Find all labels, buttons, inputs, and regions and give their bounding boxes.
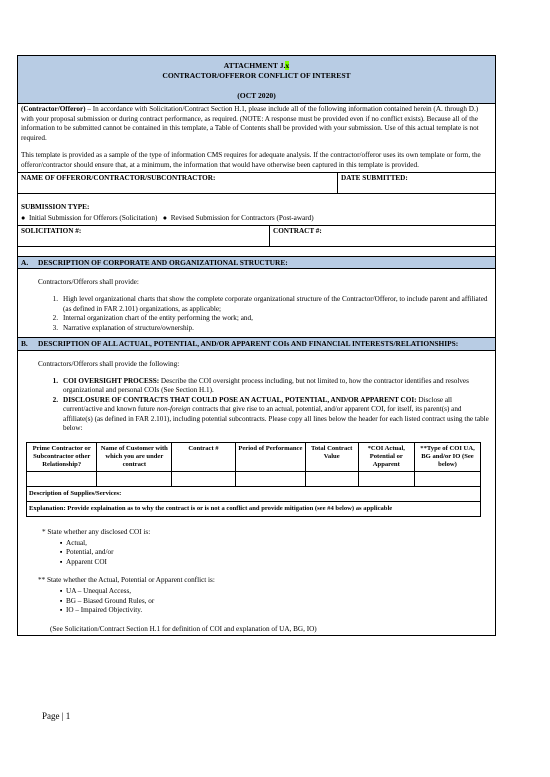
table-header-row: [27, 443, 481, 472]
definition-reference: (See Solicitation/Contract Section H.1 for definition of COI and explanation of UA, BG, IO): [50, 624, 317, 633]
list-item: 1. COI OVERSIGHT PROCESS: Describe the COI oversight process including, but not limited to, how the contractor identifies and resolves organizational and personal COIs (See Section H.1).: [52, 376, 469, 395]
name-date-row: [18, 172, 495, 193]
column-header: Contract #: [172, 443, 236, 472]
option-initial[interactable]: Initial Submission for Offerors (Solicitation): [28, 214, 158, 223]
list-item: ▪ Apparent COI: [56, 558, 495, 568]
list-item: ▪ Actual,: [56, 539, 495, 549]
list-item: 2. DISCLOSURE OF CONTRACTS THAT COULD POSE AN ACTUAL, POTENTIAL, AND/OR APPARENT COI: Disclose all current/active and known future non-foreign contracts that give rise to an actual, potential, and/or apparent COI, for itself, its parent(s) and affiliate(s) (as defined in FAR 2.101), including potential subcontracts. Please copy all lines below the header for each listed contract using the table below:: [52, 395, 489, 433]
bullet-icon: ▪: [59, 587, 63, 596]
submission-type-row: [18, 193, 495, 225]
option-revised[interactable]: Revised Submission for Contractors (Post-award): [170, 214, 314, 223]
section-a-list: [18, 295, 495, 333]
form-date: (OCT 2020): [237, 91, 276, 100]
solicitation-contract-row: [18, 225, 495, 246]
table-row: [27, 472, 481, 487]
date-submitted-field[interactable]: DATE SUBMITTED:: [341, 173, 408, 182]
table-cell[interactable]: [305, 472, 358, 487]
highlighted-letter: x: [285, 61, 290, 70]
column-header: **Type of COI UA, BG and/or IO (See below): [415, 443, 481, 472]
contract-number-field[interactable]: CONTRACT #:: [273, 226, 322, 235]
list-item: ▪ UA – Unequal Access,: [56, 587, 495, 597]
list-item: 1. High level organizational charts that show the complete corporate organizational structure of the Contractor/Offeror, to include parent and affiliated (as defined in FAR 2.101) organizations, as applicable;: [52, 294, 488, 313]
table-cell[interactable]: [172, 472, 236, 487]
bullet-icon: ●: [21, 214, 26, 223]
section-a-heading: A. DESCRIPTION OF CORPORATE AND ORGANIZATIONAL STRUCTURE:: [18, 256, 495, 270]
coi-note-heading: * State whether any disclosed COI is:: [42, 528, 151, 537]
bullet-icon: ▪: [59, 606, 63, 615]
form-title: CONTRACTOR/OFFEROR CONFLICT OF INTEREST: [162, 71, 351, 80]
coi-type-note-heading: ** State whether the Actual, Potential or Apparent conflict is:: [38, 576, 215, 585]
column-header: *COI Actual, Potential or Apparent: [358, 443, 414, 472]
form-page: [17, 55, 496, 636]
column-header: Total Contract Value: [305, 443, 358, 472]
list-item: 3. Narrative explanation of structure/ownership.: [52, 323, 194, 332]
list-item: ▪ BG – Biased Ground Rules, or: [56, 597, 495, 607]
bullet-icon: ▪: [59, 557, 63, 566]
description-field[interactable]: Description of Supplies/Services:: [27, 487, 481, 502]
submission-options: [18, 213, 495, 225]
contracts-table: [26, 442, 481, 517]
form-header: [18, 56, 495, 104]
section-b-heading: B. DESCRIPTION OF ALL ACTUAL, POTENTIAL, AND/OR APPARENT COIs AND FINANCIAL INTERESTS/RELATIONSHIPS:: [18, 337, 495, 351]
explanation-field[interactable]: Explanation: Provide explaination as to why the contract is or is not a conflict and provide mitigation (see #4 below) as applicable: [27, 502, 481, 517]
table-cell[interactable]: [97, 472, 172, 487]
column-header: Prime Contractor or Subcontractor other Relationship?: [27, 443, 97, 472]
bullet-icon: ▪: [59, 548, 63, 557]
list-item: ▪ Potential, and/or: [56, 548, 495, 558]
table-cell[interactable]: [358, 472, 414, 487]
section-a-lead: Contractors/Offerors shall provide:: [38, 278, 139, 287]
bullet-icon: ●: [162, 214, 168, 223]
solicitation-number-field[interactable]: SOLICITATION #:: [18, 226, 270, 246]
intro-paragraph: (Contractor/Offeror) – In accordance with Solicitation/Contract Section H.1, please include all of the following information contained herein (A. through D.) with your proposal submission or during contract performance, as required. (NOTE: A response must be provided even if no conflict exists). Because all of the information to be submitted cannot be contained in this template, a Table of Contents shall be provided with your submission. Use of this actual template is not required.: [21, 105, 479, 142]
coi-kind-list: [18, 539, 495, 568]
list-item: ▪ IO – Impaired Objectivity.: [56, 606, 495, 616]
column-header: Period of Performance: [235, 443, 305, 472]
coi-type-list: [18, 587, 495, 616]
section-b-list: [18, 377, 495, 435]
section-b-lead: Contractors/Offerors shall provide the following:: [38, 359, 180, 368]
submission-type-label: SUBMISSION TYPE:: [21, 202, 90, 211]
bullet-icon: ▪: [59, 538, 63, 547]
table-cell[interactable]: [27, 472, 97, 487]
column-header: Name of Customer with which you are under contract: [97, 443, 172, 472]
page-number: Page | 1: [42, 711, 71, 721]
table-row: [27, 487, 481, 502]
list-item: 2. Internal organization chart of the entity performing the work; and,: [52, 314, 253, 323]
table-cell[interactable]: [415, 472, 481, 487]
offeror-name-field[interactable]: NAME OF OFFEROR/CONTRACTOR/SUBCONTRACTOR:: [18, 173, 338, 193]
template-note: This template is provided as a sample of the type of information CMS requires for adequate analysis. If the contractor/offeror uses its own template or form, the offeror/contractor should ensure that, at a minimum, the information that would have otherwise been captured in this template is provided.: [21, 151, 481, 169]
table-cell[interactable]: [235, 472, 305, 487]
table-row: [27, 502, 481, 517]
attachment-title: ATTACHMENT J.x: [223, 61, 290, 70]
bullet-icon: ▪: [59, 596, 63, 605]
